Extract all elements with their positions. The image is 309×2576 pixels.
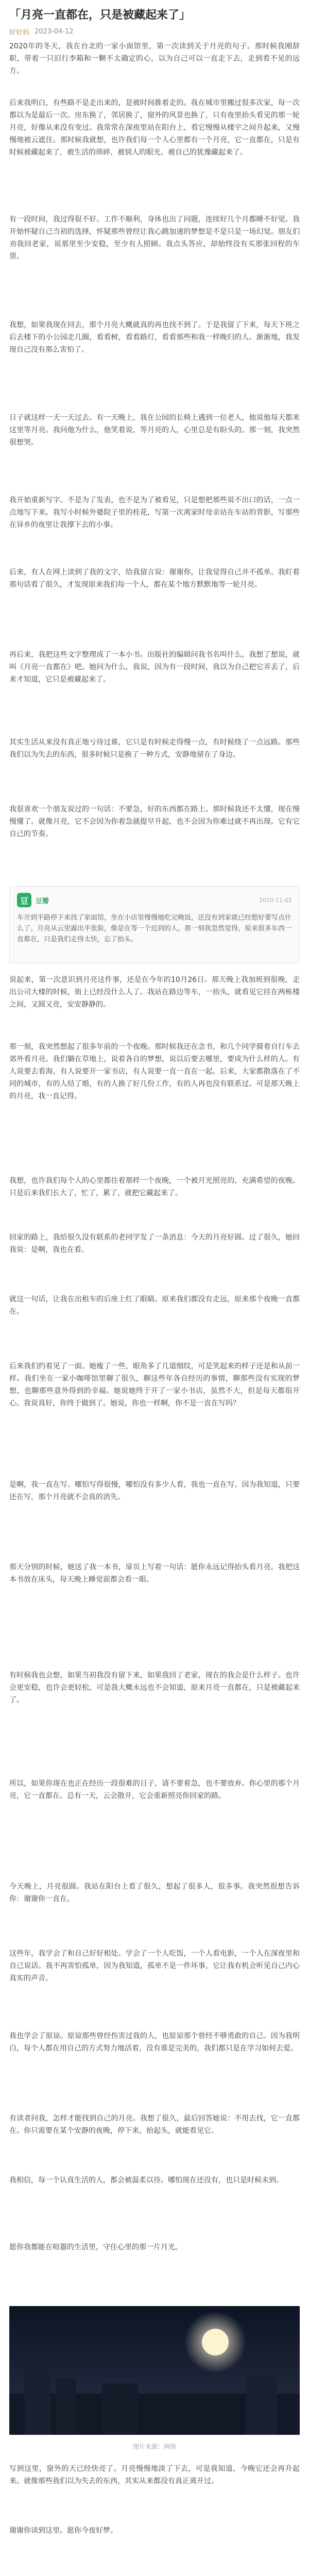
paragraph: 愿你我都能在喧嚣的生活里，守住心里的那一片月光。: [9, 2243, 182, 2251]
quote-card-header: [17, 893, 292, 907]
paragraph: 有时候我也会想，如果当初我没有留下来，如果我回了老家，现在的我会是什么样子。也许会更安稳，也许会更轻松，可是我大概永远也不会知道，原来月亮一直都在，只是被藏起来了。: [9, 1671, 300, 1704]
paragraph: 其实生活从来没有真正地亏待过谁，它只是有时候走得慢一点，有时候绕了一点远路。那些我们以为失去的东西，很多时候只是换了一种方式，安静地留在了身边。: [9, 738, 300, 759]
moon-photo[interactable]: [9, 2306, 300, 2435]
article-header: [0, 0, 309, 40]
paragraph: 回家的路上，我给很久没有联系的老同学发了一条消息：今天的月亮好圆。过了很久，她回我说：是啊，我也在看。: [9, 1233, 300, 1254]
paragraph: 我很喜欢一个朋友说过的一句话：不要急，好的东西都在路上。那时候我还不太懂，现在慢慢懂了。就像月亮，它不会因为你着急就提早升起，也不会因为你难过就不再出现。它有它自己的节奏。: [9, 805, 300, 838]
night-scene-image: [9, 2306, 300, 2435]
paragraph: 我开始重新写字。不是为了发表，也不是为了被看见，只是想把那些说不出口的话，一点一点地写下来。我写小时候外婆院子里的桂花，写第一次离家时母亲站在车站的背影，写那些在异乡的夜里让我撑下去的小事。: [9, 496, 300, 529]
paragraph: 我也学会了原谅。原谅那些曾经伤害过我的人，也原谅那个曾经不够勇敢的自己。因为我明白，每个人都在用自己的方式努力地活着，没有谁是完美的，我们都只是在学习如何去爱。: [9, 2032, 300, 2053]
quote-card[interactable]: [9, 886, 300, 963]
paragraph: 所以，如果你现在也正在经历一段很难的日子，请不要着急，也不要放弃。你心里的那个月亮，它一直都在。总有一天，云会散开，它会重新照亮你回家的路。: [9, 1780, 300, 1800]
paragraph: 我相信，每一个认真生活的人，都会被温柔以待。哪怕现在还没有，也只是时候未到。: [9, 2176, 283, 2184]
paragraph: 那一刻，我突然想起了很多年前的一个夜晚。那时候我还在念书，和几个同学骑着自行车去郊外看月亮。我们躺在草地上，说着各自的梦想，说以后要去哪里，要成为什么样的人。有人说要去看海，有人说要开一家书店，有人说要一直一直在一起。后来，大家都散落在了不同的城市，有的人结了婚，有的人换了好几份工作，有的人再也没有联系过。可是那天晚上的月亮，我一直记得。: [9, 1043, 300, 1100]
paragraph: 2020年的冬天，我在台北的一家小面馆里，第一次读到关于月亮的句子。那时候我刚辞职，带着一只旧行李箱和一颗不太确定的心，以为自己可以一直走下去，走到看不见的远方。: [9, 42, 300, 75]
quote-source-name: 豆瓣: [36, 897, 49, 905]
photo-caption: 图片来源：网络: [132, 2443, 176, 2450]
quote-time: 2020-11-02: [259, 896, 292, 904]
paragraph: 我想，也许我们每个人的心里都住着那样一个夜晚，一个被月光照亮的、充满希望的夜晚。只是后来我们长大了，忙了，累了，就把它藏起来了。: [9, 1177, 300, 1197]
paragraph: 日子就这样一天一天过去。有一天晚上，我在公园的长椅上遇到一位老人，他说他每天都来这里等月亮。我问他为什么，他笑着说，等月亮的人，心里总是有盼头的。那一刻，我突然很想哭。: [9, 414, 300, 447]
paragraph: 就这一句话，让我在出租车的后座上红了眼睛。原来我们都没有走远，原来那个夜晚一直都在。: [9, 1295, 300, 1316]
paragraph: 后来，有人在网上读到了我的文字，给我留言说：谢谢你，让我觉得自己并不孤单。我盯着那句话看了很久，才发现原来我们每一个人，都在某个地方默默地等一轮月亮。: [9, 568, 300, 589]
douban-logo-icon: 豆: [17, 893, 31, 907]
paragraph: 是啊，我一直在写。哪怕写得很慢，哪怕没有多少人看，我也一直在写。因为我知道，只要还在写，那个月亮就不会真的消失。: [9, 1481, 300, 1501]
paragraph: 写到这里，窗外的天已经快亮了。月亮慢慢地淡了下去，可是我知道，今晚它还会再升起来。就像那些我们以为失去的东西，其实从来都没有真正离开过。: [9, 2465, 300, 2485]
paragraph: 谢谢你读到这里。愿你今夜好梦。: [9, 2527, 117, 2535]
article-body: [0, 40, 309, 2576]
publish-date: 2023-04-12: [35, 28, 74, 36]
author-row: [9, 27, 300, 37]
author-name[interactable]: 好好妈: [9, 29, 30, 37]
quote-text: 车开到半路停下来找了家面馆，坐在小店里慢慢地吃完晚饭，还没有到家就已经想好要写点什么了。月亮从云里露出半张脸，像是在等一个迟到的人。那一刻我忽然觉得，原来很多东西一直都在，只是我们走得太快，忘了抬头。: [17, 914, 292, 943]
paragraph: 那天分别的时候，她送了我一本书，扉页上写着一句话：愿你永远记得抬头看月亮。我把这本书放在床头，每天晚上睡觉前都会看一眼。: [9, 1563, 300, 1584]
paragraph: 说起来，第一次意识到月亮这件事，还是在今年的10月26日。那天晚上我加班到很晚，走出公司大楼的时候，街上已经没什么人了。我站在路边等车，一抬头，就看见它挂在两栋楼之间，又圆又亮，安安静静的。: [9, 976, 300, 1009]
paragraph: 有一段时间，我过得很不好。工作不顺利，身体也出了问题，连续好几个月都睡不好觉。我开始怀疑自己当初的选择，怀疑那些曾经让我心跳加速的梦想是不是只是一场幻觉。朋友们劝我回老家，说那里至少安稳，至少有人照顾。我点头答应，却始终没有买那张回程的车票。: [9, 215, 300, 261]
paragraph: 我想，如果我现在回去，那个月亮大概就真的再也找不到了。于是我留了下来，每天下班之后去楼下的小公园走几圈，看看树，看看路灯，看看那些和我一样晚归的人。渐渐地，我发现自己没有那么害怕了。: [9, 321, 300, 354]
paragraph: 后来我明白，有些路不是走出来的，是被时间推着走的。我在城市里搬过很多次家，每一次都以为是最后一次。房东换了，邻居换了，窗外的风景也换了，只有夜里抬头看见的那一轮月亮，好像从来没有变过。我常常在深夜里站在阳台上，看它慢慢从楼宇之间升起来，又慢慢地被云遮住。那时候我就想，也许我们每一个人心里都有一个月亮，它一直都在，只是有时候被藏起来了，被生活的琐碎、被别人的眼光、被自己的犹豫藏起来了。: [9, 99, 300, 157]
paragraph: 后来我们约着见了一面。她瘦了一些，眼角多了几道细纹，可是笑起来的样子还是和从前一样。我们坐在一家小咖啡馆里聊了很久，聊这些年各自经历的事情，聊那些没有实现的梦想，也聊那些意外得到的幸福。她说她终于开了一家小书店，虽然不大，但是每天都很开心。我说真好，你终于做到了。她说，你也一样啊，你不是一直在写吗？: [9, 1362, 300, 1408]
paragraph: 有读者问我，怎样才能找到自己的月亮。我想了很久，最后回答她说：不用去找，它一直都在。你只需要在某个安静的夜晚，停下来，抬起头，就能看见它。: [9, 2114, 300, 2135]
paragraph: 再后来，我把这些文字整理成了一本小书。出版社的编辑问我书名叫什么，我想了想说，就叫《月亮一直都在》吧。她问为什么，我说，因为有一段时间，我以为自己把它弄丢了，后来才知道，它只是被藏起来了。: [9, 651, 300, 684]
paragraph: 今天晚上，月亮很圆。我站在阳台上看了很久，想起了很多人，很多事。我突然很想告诉你：谢谢你一直在。: [9, 1883, 300, 1903]
paragraph: 这些年，我学会了和自己好好相处。学会了一个人吃饭，一个人看电影，一个人在深夜里和自己说话。我不再害怕孤单，因为我知道，孤单不是一件坏事，它让我有机会听见自己内心真实的声音。: [9, 1950, 300, 1982]
article-title: 「月亮一直都在，只是被藏起来了」: [9, 9, 191, 22]
